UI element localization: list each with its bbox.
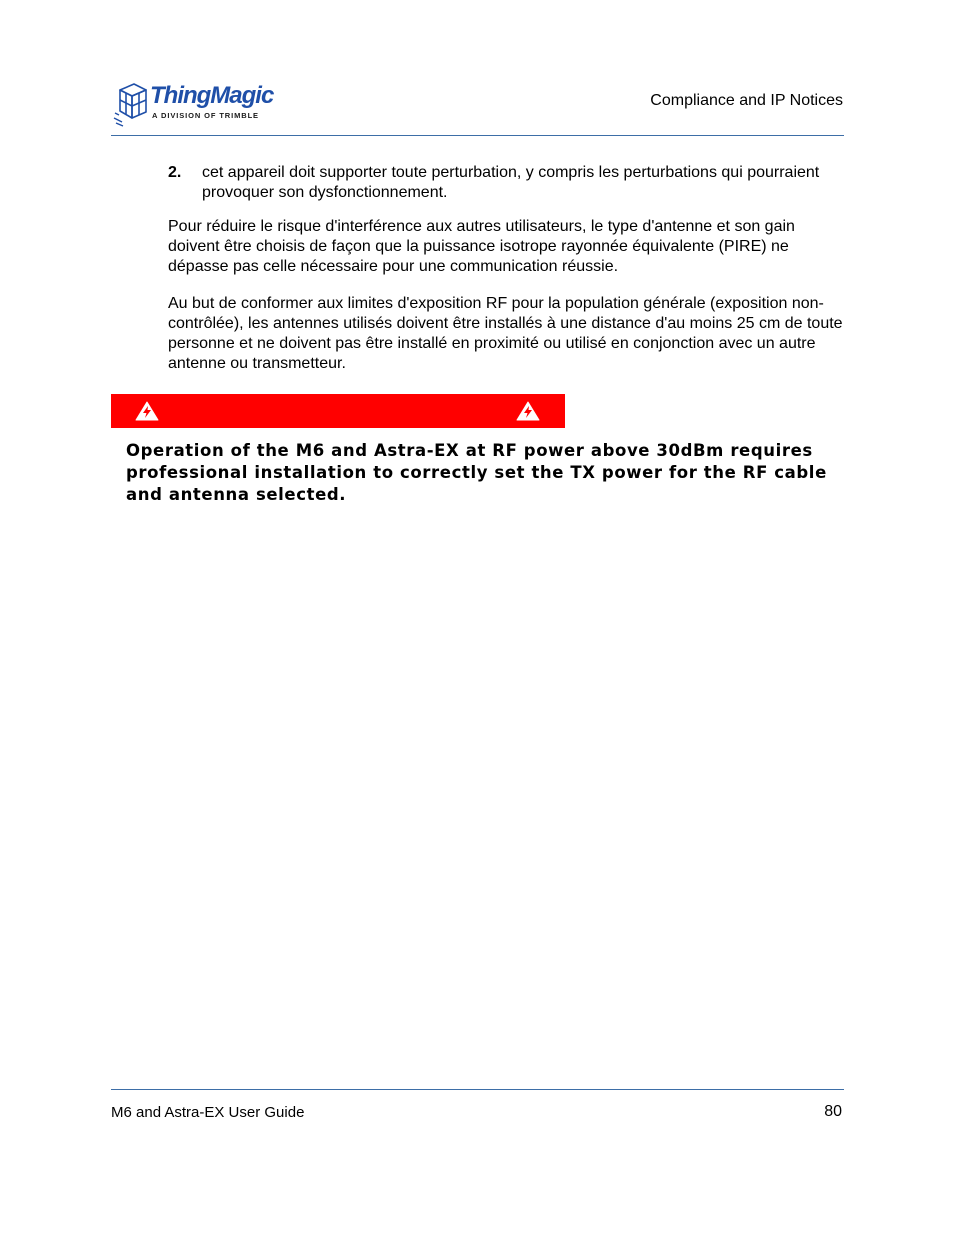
logo-subtitle: A DIVISION OF TRIMBLE — [152, 111, 259, 120]
footer-document-title: M6 and Astra-EX User Guide — [111, 1104, 305, 1121]
footer-divider — [111, 1089, 844, 1090]
numbered-list-item — [168, 163, 844, 203]
paragraph-antenna-gain: Pour réduire le risque d'interférence aux autres utilisateurs, le type d'antenne et son gain doivent être choisis de façon que la puissance isotrope rayonnée équivalente (PIRE) ne dépasse pas celle nécessaire pour une communication réussie. — [168, 218, 795, 275]
high-voltage-warning-icon — [516, 401, 540, 421]
high-voltage-warning-icon — [135, 401, 159, 421]
warning-banner — [111, 394, 565, 428]
warning-message: Operation of the M6 and Astra-EX at RF power above 30dBm requires professional installation to correctly set the TX power for the RF cable and antenna selected. — [126, 441, 827, 504]
list-item-text: cet appareil doit supporter toute perturbation, y compris les perturbations qui pourraient provoquer son dysfonctionnement. — [202, 164, 820, 201]
section-title: Compliance and IP Notices — [650, 92, 843, 109]
logo-wordmark: ThingMagic — [150, 82, 274, 109]
page-number: 80 — [824, 1103, 842, 1120]
paragraph-rf-exposure: Au but de conformer aux limites d'exposition RF pour la population générale (exposition non-contrôlée), les antennes utilisés doivent être installés à une distance d'au moins 25 cm de toute personne et ne doivent pas être installé en proximité ou utilisé en conjonction avec un autre antenne ou transmetteur. — [168, 295, 843, 372]
thingmagic-logo — [112, 78, 282, 130]
header-divider — [111, 135, 844, 136]
list-item-number: 2. — [168, 164, 182, 181]
cube-logo-icon — [112, 78, 152, 130]
